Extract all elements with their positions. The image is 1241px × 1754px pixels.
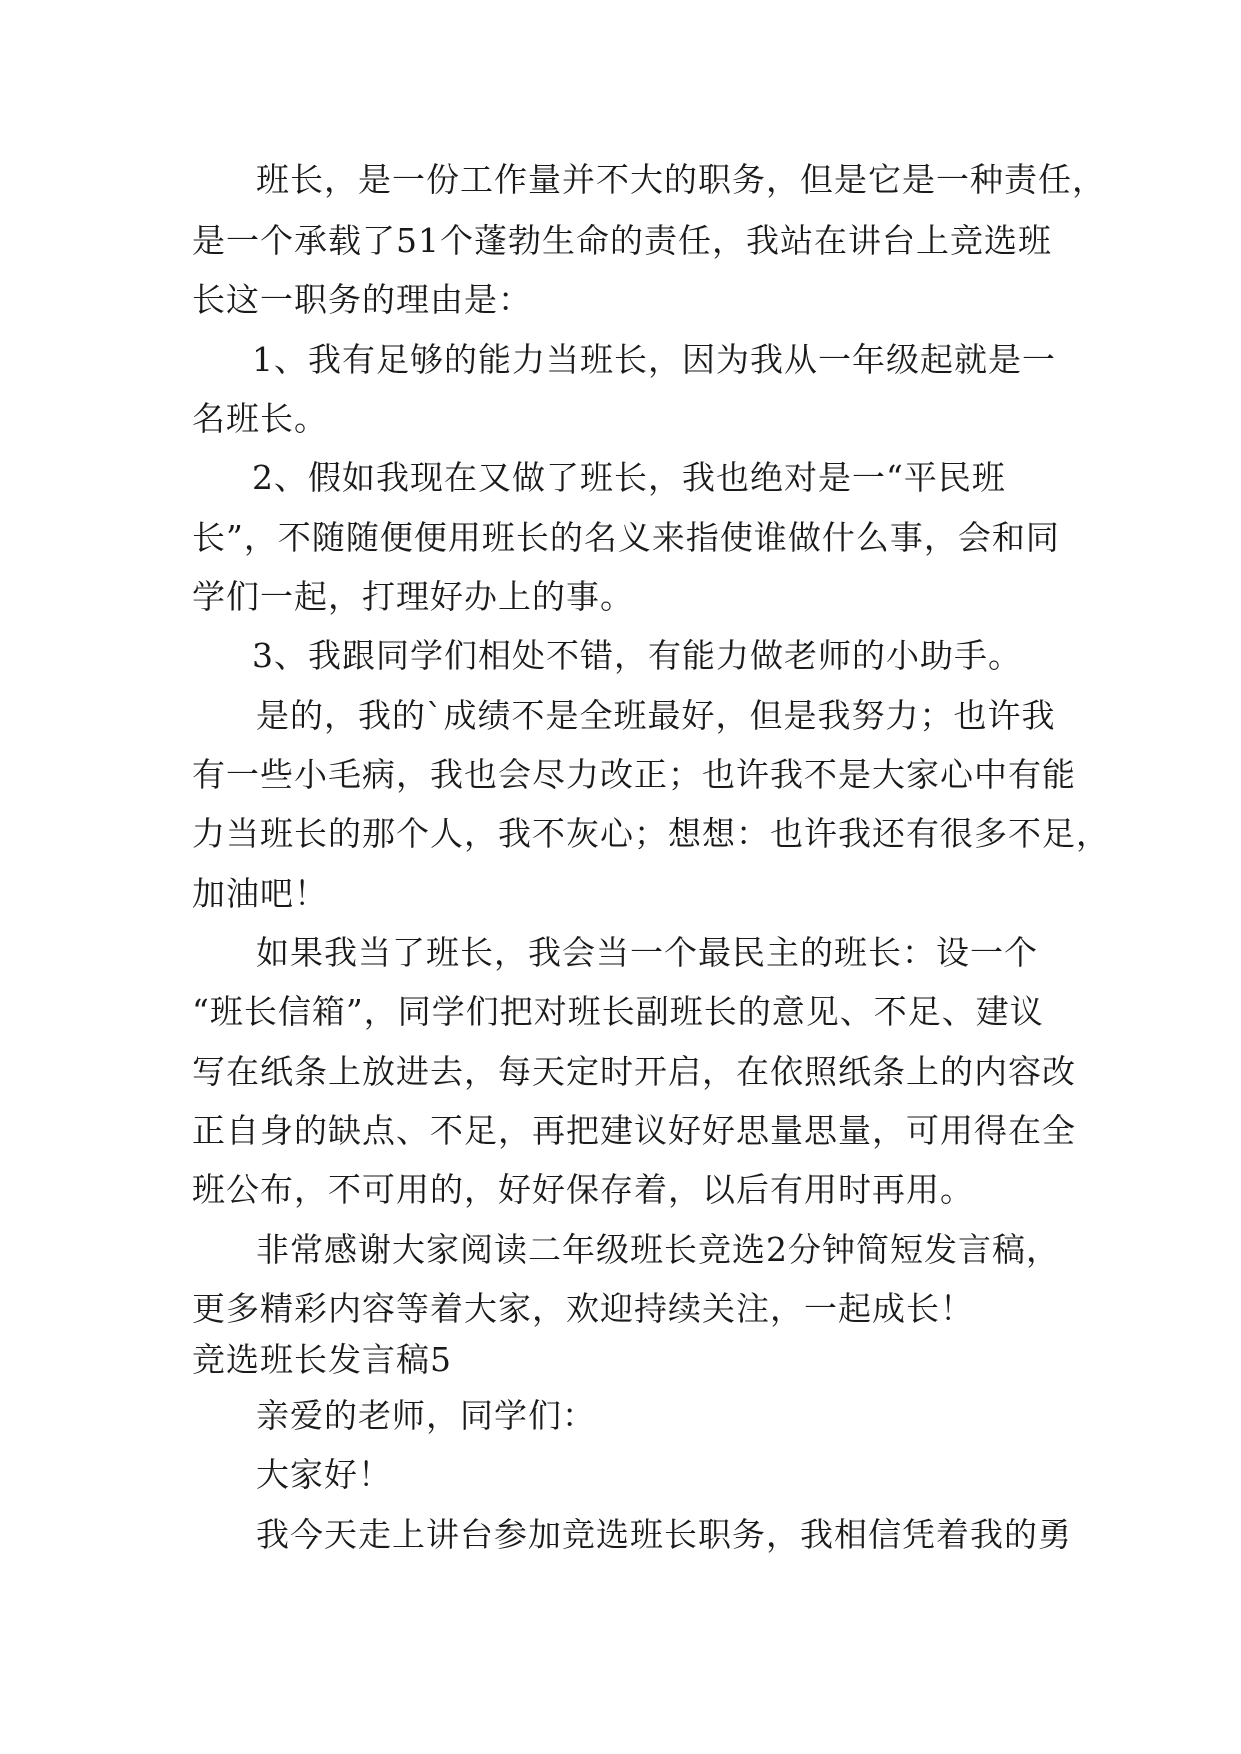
paragraph-line: 写在纸条上放进去，每天定时开启，在依照纸条上的内容改 [192,1052,1076,1091]
list-item-line: 学们一起，打理好办上的事。 [192,577,634,616]
paragraph-line: 是一个承载了51个蓬勃生命的责任，我站在讲台上竞选班 [192,221,1052,260]
paragraph-line: 加油吧！ [192,874,328,913]
paragraph-line: 是的，我的`成绩不是全班最好，但是我努力；也许我 [256,696,1056,735]
greeting-line: 大家好！ [256,1455,392,1494]
greeting-line: 亲爱的老师，同学们： [256,1396,596,1435]
paragraph-line: 长这一职务的理由是： [192,280,532,319]
paragraph-line: 如果我当了班长，我会当一个最民主的班长：设一个 [256,933,1038,972]
paragraph-line: 班长，是一份工作量并不大的职务，但是它是一种责任， [256,160,1106,199]
paragraph-line: 更多精彩内容等着大家，欢迎持续关注，一起成长！ [192,1289,974,1328]
paragraph-line: 力当班长的那个人，我不灰心；想想：也许我还有很多不足， [192,814,1110,853]
paragraph-line: 我今天走上讲台参加竞选班长职务，我相信凭着我的勇 [256,1515,1072,1554]
list-item-line: 1、我有足够的能力当班长，因为我从一年级起就是一 [252,340,1056,379]
paragraph-line: 正自身的缺点、不足，再把建议好好思量思量，可用得在全 [192,1111,1076,1150]
paragraph-line: 非常感谢大家阅读二年级班长竞选2分钟简短发言稿， [256,1230,1060,1269]
list-item-line: 2、假如我现在又做了班长，我也绝对是一“平民班 [252,458,1006,497]
paragraph-line: 有一些小毛病，我也会尽力改正；也许我不是大家心中有能 [192,755,1076,794]
paragraph-line: “班长信箱”，同学们把对班长副班长的意见、不足、建议 [192,992,1044,1031]
section-title: 竞选班长发言稿5 [192,1340,452,1379]
list-item-line: 名班长。 [192,399,328,438]
paragraph-line: 班公布，不可用的，好好保存着，以后有用时再用。 [192,1170,974,1209]
list-item-line: 长”，不随随便便用班长的名义来指使谁做什么事，会和同 [192,518,1060,557]
list-item-line: 3、我跟同学们相处不错，有能力做老师的小助手。 [252,636,1022,675]
